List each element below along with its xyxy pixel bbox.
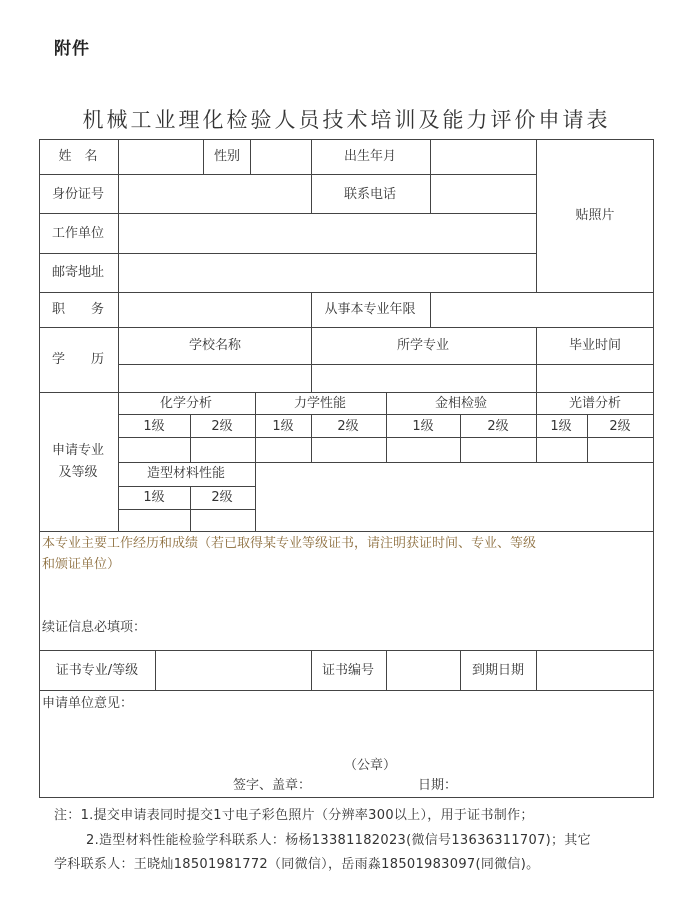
- renewal-label: 续证信息必填项：: [42, 620, 147, 635]
- note-line-2: 2.造型材料性能检验学科联系人：杨杨13381182023(微信号13636311707)；其它: [86, 833, 591, 848]
- experience-label-line1: 本专业主要工作经历和成绩（若已取得某专业等级证书，请注明获证时间、专业、等级: [42, 536, 537, 551]
- form-title: 机械工业理化检验人员技术培训及能力评价申请表: [82, 108, 611, 132]
- subject-metallography: 金相检验: [434, 396, 488, 411]
- mech-level-1: 1级: [272, 419, 294, 434]
- spec-level-2: 2级: [609, 419, 631, 434]
- cert-major-label: 证书专业/等级: [55, 663, 139, 678]
- apply-level-label: 及等级: [58, 465, 98, 480]
- note-line-3: 学科联系人：王晓灿18501981772（同微信），岳雨淼18501983097(同微信)。: [54, 857, 540, 872]
- education-label: 学 历: [51, 352, 105, 367]
- spec-level-1: 1级: [550, 419, 572, 434]
- apply-major-label: 申请专业: [51, 443, 105, 458]
- subject-mechanical: 力学性能: [293, 396, 347, 411]
- subject-material: 造型材料性能: [146, 466, 226, 481]
- grad-time-label: 毕业时间: [568, 338, 622, 353]
- major-label: 所学专业: [396, 338, 450, 353]
- years-label: 从事本专业年限: [324, 302, 416, 317]
- chem-level-2: 2级: [211, 419, 233, 434]
- phone-label: 联系电话: [343, 187, 397, 202]
- note-line-1: 注：1.提交申请表同时提交1寸电子彩色照片（分辨率300以上），用于证书制作；: [54, 808, 534, 823]
- material-level-2: 2级: [211, 490, 233, 505]
- birth-label: 出生年月: [343, 149, 397, 164]
- id-number-label: 身份证号: [51, 187, 105, 202]
- cert-no-label: 证书编号: [321, 663, 375, 678]
- metal-level-2: 2级: [487, 419, 509, 434]
- photo-label: 贴照片: [575, 208, 615, 223]
- unit-opinion-label: 申请单位意见：: [42, 696, 134, 711]
- material-level-1: 1级: [143, 490, 165, 505]
- school-label: 学校名称: [188, 338, 242, 353]
- name-label: 姓 名: [58, 149, 98, 164]
- attachment-label: 附件: [54, 39, 90, 59]
- subject-chemical: 化学分析: [159, 396, 213, 411]
- experience-label-line2: 和颁证单位）: [42, 557, 121, 572]
- work-unit-label: 工作单位: [51, 226, 105, 241]
- subject-spectral: 光谱分析: [568, 396, 622, 411]
- mech-level-2: 2级: [337, 419, 359, 434]
- gender-label: 性别: [213, 149, 241, 164]
- chem-level-1: 1级: [143, 419, 165, 434]
- metal-level-1: 1级: [412, 419, 434, 434]
- seal-label: （公章）: [343, 758, 397, 773]
- address-label: 邮寄地址: [51, 265, 105, 280]
- position-label: 职 务: [51, 302, 105, 317]
- sign-label: 签字、盖章：: [233, 778, 312, 793]
- date-label: 日期：: [418, 778, 458, 793]
- expiry-label: 到期日期: [471, 663, 525, 678]
